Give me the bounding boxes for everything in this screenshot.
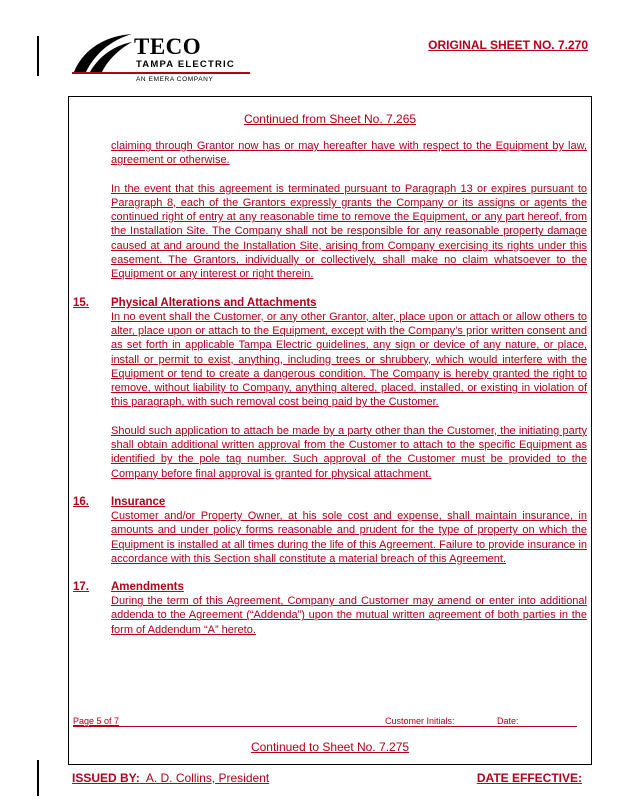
section-number: 16. <box>73 495 89 508</box>
intro-paragraph-1: claiming through Grantor now has or may hereafter have with respect to the Equipment by law, agreement or otherwise. <box>111 140 587 167</box>
tariff-page-box <box>68 96 592 765</box>
section-title: Insurance <box>111 495 166 508</box>
date-label: Date: <box>497 716 519 726</box>
continued-to: Continued to Sheet No. 7.275 <box>250 740 410 754</box>
continued-from: Continued from Sheet No. 7.265 <box>243 112 417 126</box>
section-15-paragraph-2: Should such application to attach be made by a party other than the Customer, the initiating party shall obtain additional written approval from the Customer to attach to the specific Equipment as identified by the pole tag number. Such approval of the Customer must be provided to the Company before final approval is granted for physical attachment. <box>111 424 587 480</box>
footer-rule <box>73 726 577 727</box>
section-title: Amendments <box>111 581 184 594</box>
section-15-paragraph-1: In no event shall the Customer, or any other Grantor, alter, place upon or attach or allow others to alter, place upon or attach to the Equipment, except with the Company’s prior written consent and as set forth in applicable Tampa Electric guidelines, any sign or device of any nature, or place, install or permit to exist, anything, including trees or shrubbery, which would interfere with the Equipment or tend to create a dangerous condition. The Company is hereby granted the right to remove, without liability to Company, anything altered, placed, installed, or existing in violation of this paragraph, with such removal cost being paid by the Customer. <box>111 310 587 409</box>
left-margin-bar-top <box>37 36 39 76</box>
swoosh-icon <box>72 30 134 74</box>
section-heading-16 <box>73 495 587 509</box>
page-number: Page 5 of 7 <box>73 716 120 726</box>
intro-paragraph-2: In the event that this agreement is terminated pursuant to Paragraph 13 or expires pursuant to Paragraph 8, each of the Grantors expressly grants the Company or its assigns or agents the continued right of entry at any reasonable time to remove the Equipment, or any part hereof, from the Installation Site. The Company shall not be responsible for any reasonable property damage caused at and around the Installation Site, arising from Company exercising its rights under this easement. The Grantors, individually or collectively, shall make no claim whatsoever to the Equipment or any interest or right therein. <box>111 182 587 281</box>
section-number: 17. <box>73 581 89 594</box>
section-title: Physical Alterations and Attachments <box>111 296 317 309</box>
section-heading-15 <box>73 296 587 310</box>
teco-logo <box>72 30 252 90</box>
document-body <box>73 139 587 651</box>
section-16-paragraph-1: Customer and/or Property Owner, at his sole cost and expense, shall maintain insurance, in amounts and under policy forms reasonable and prudent for the type of property on which the Equipment is installed at all times during the life of this Agreement. Failure to provide insurance in accordance with this Section shall constitute a material breach of this Agreement. <box>111 509 587 565</box>
issued-by <box>72 771 269 785</box>
left-margin-bar-bottom <box>37 760 39 796</box>
customer-initials-label: Customer Initials: <box>385 716 455 726</box>
logo-underline <box>72 72 250 74</box>
section-heading-17 <box>73 580 587 594</box>
section-number: 15. <box>73 296 89 309</box>
issued-by-label: ISSUED BY: <box>72 771 140 785</box>
logo-name: TECO <box>134 34 202 59</box>
section-17-paragraph-1: During the term of this Agreement, Company and Customer may amend or enter into additional addenda to the Agreement (“Addenda”) upon the mutual written agreement of both parties in the form of Addendum “A” hereto. <box>111 595 587 636</box>
logo-subtitle: TAMPA ELECTRIC <box>136 59 235 70</box>
date-effective: DATE EFFECTIVE: <box>476 771 582 785</box>
sheet-number: ORIGINAL SHEET NO. 7.270 <box>428 38 588 52</box>
logo-tagline: AN EMERA COMPANY <box>136 76 214 83</box>
issued-by-name: A. D. Collins, President <box>145 771 270 785</box>
